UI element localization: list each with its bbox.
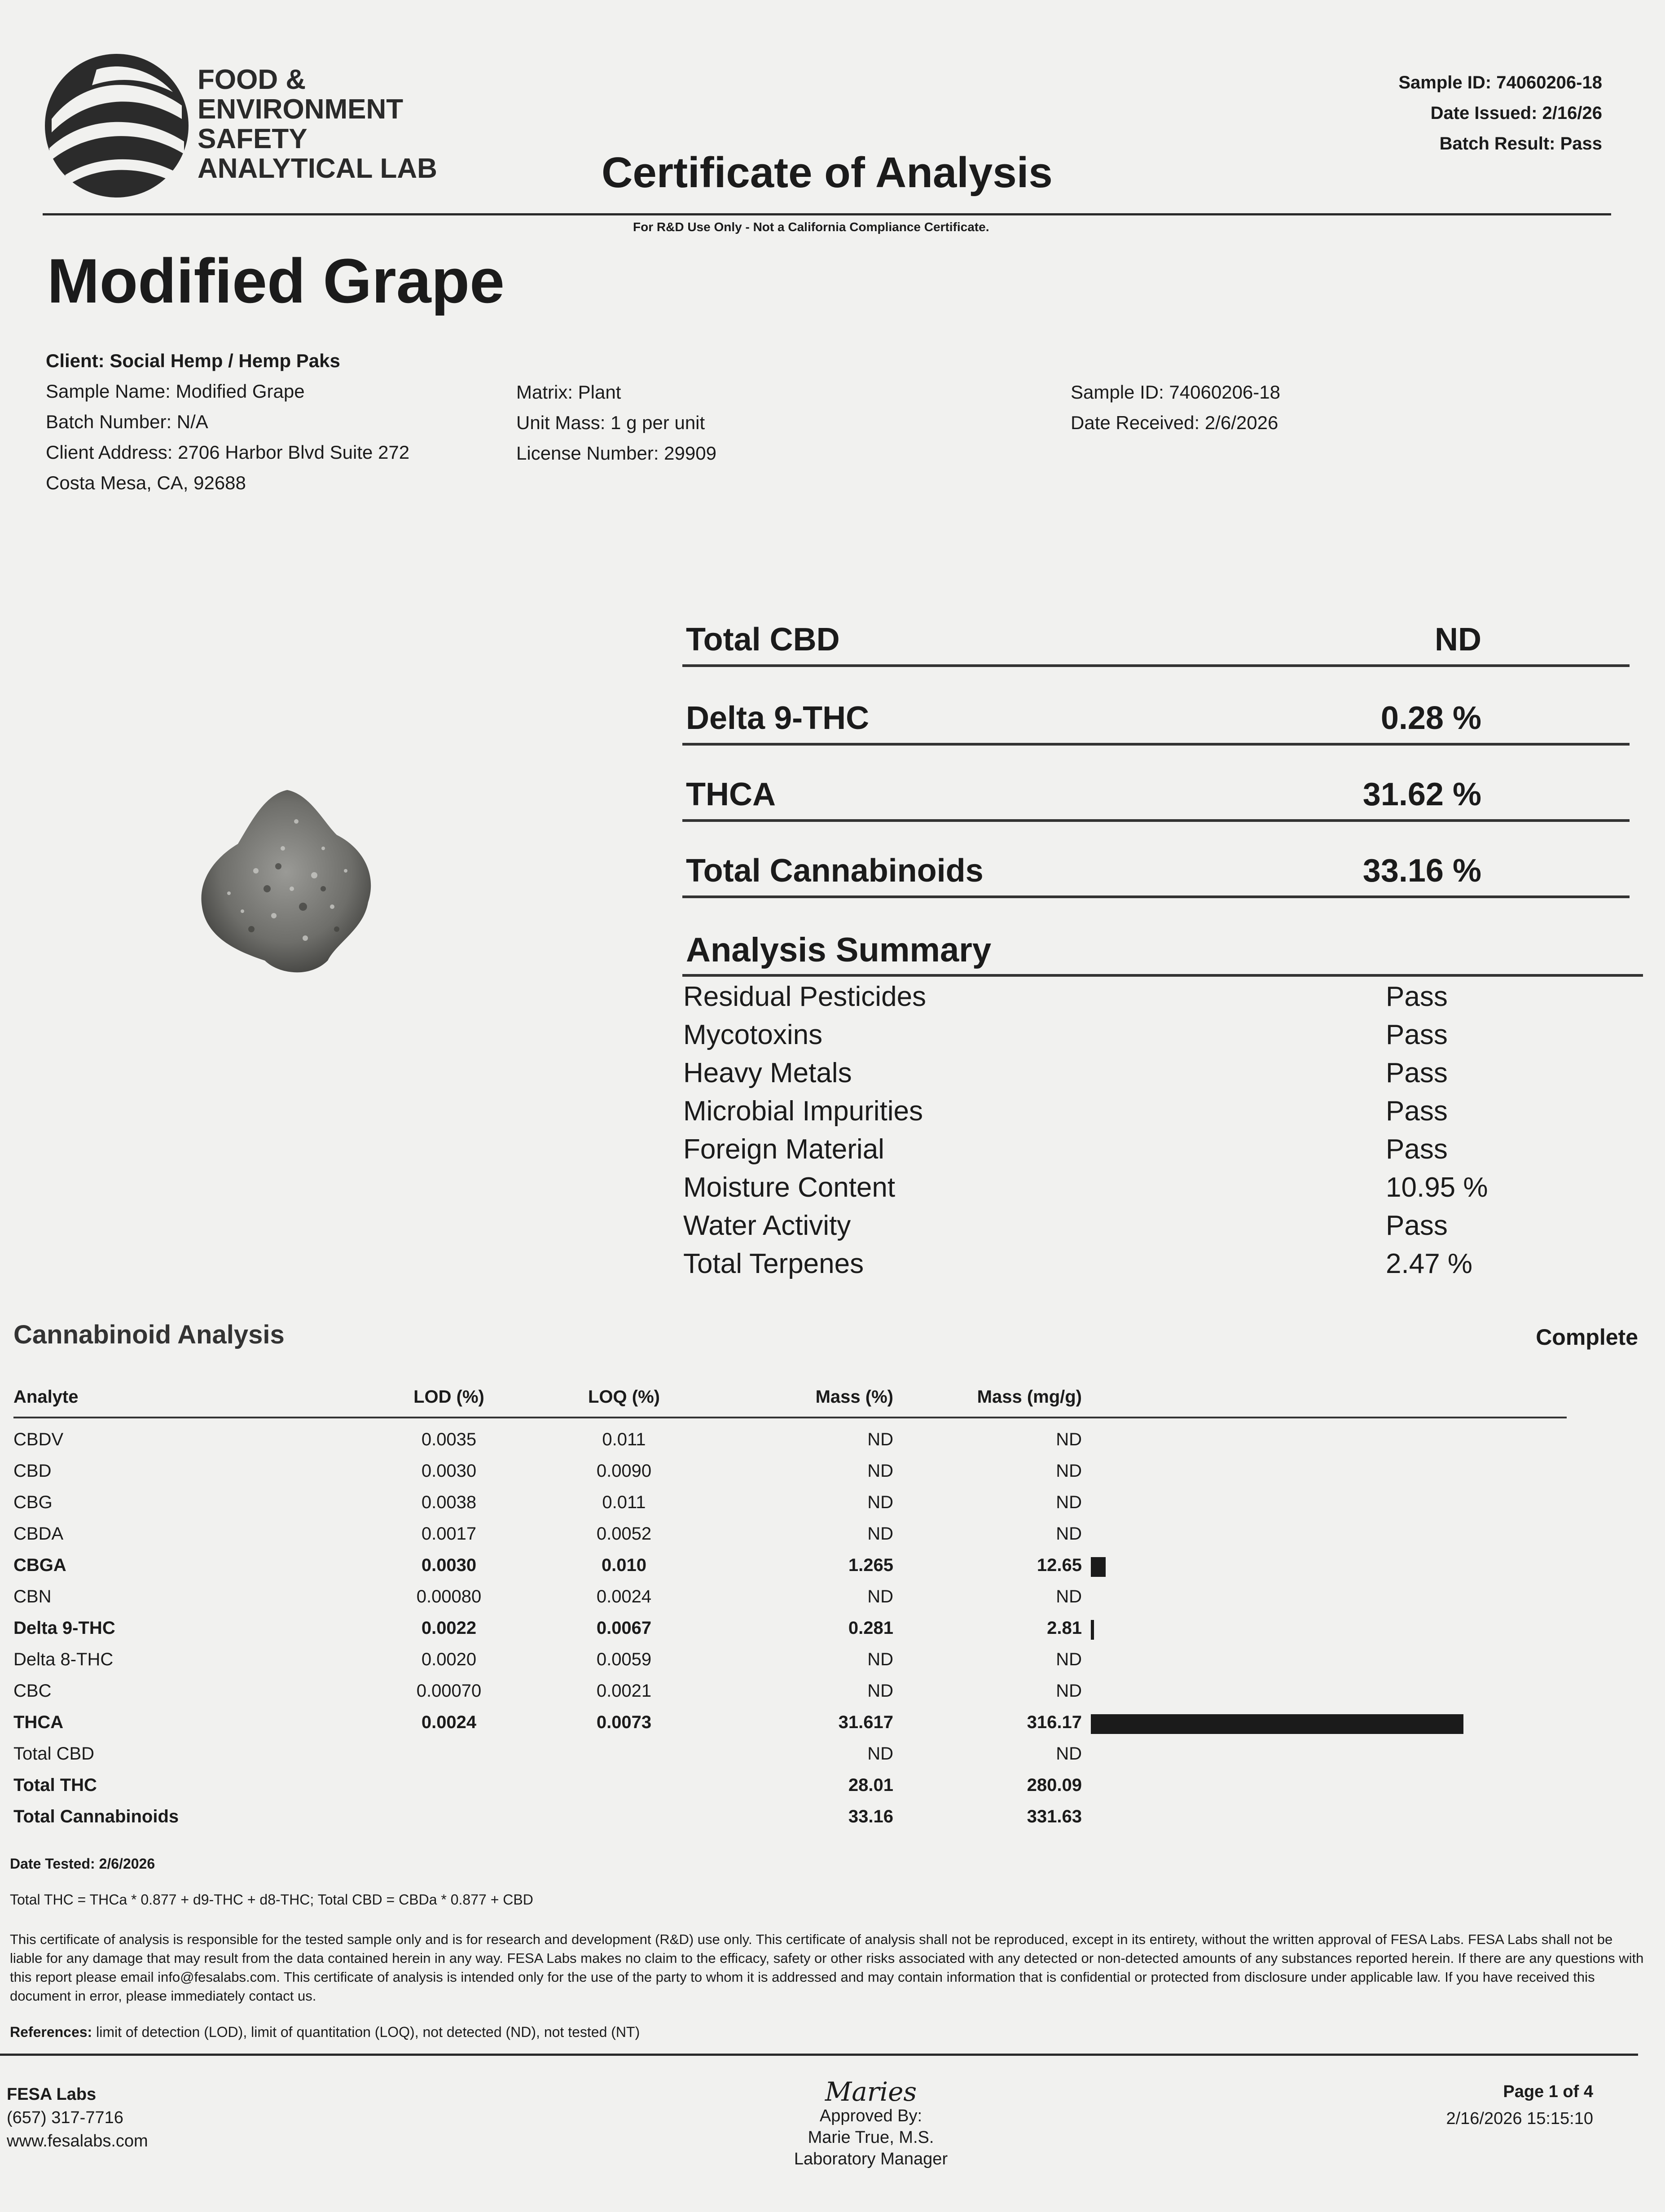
mass-mg-cell: 12.65 bbox=[1037, 1555, 1082, 1575]
summary-row bbox=[683, 981, 1630, 1018]
date-tested: Date Tested: 2/6/2026 bbox=[10, 1856, 155, 1872]
potency-label: Total CBD bbox=[686, 622, 840, 658]
summary-value: Pass bbox=[1386, 1210, 1448, 1241]
footer-website: www.fesalabs.com bbox=[7, 2132, 148, 2151]
sample-details bbox=[516, 377, 716, 469]
analyte-cell: Total Cannabinoids bbox=[13, 1807, 179, 1826]
table-row bbox=[13, 1712, 1567, 1744]
summary-row bbox=[683, 1019, 1630, 1057]
mass-mg-cell: ND bbox=[1056, 1650, 1082, 1669]
header-divider bbox=[43, 213, 1611, 215]
mass-mg-cell: ND bbox=[1056, 1744, 1082, 1764]
summary-row bbox=[683, 1095, 1630, 1133]
analysis-summary-header bbox=[682, 929, 1643, 977]
analyte-cell: Total THC bbox=[13, 1775, 97, 1795]
mass-pct-cell: ND bbox=[867, 1587, 893, 1606]
mass-bar bbox=[1091, 1557, 1106, 1577]
mass-pct-cell: ND bbox=[867, 1524, 893, 1544]
lab-name-line: FOOD & bbox=[198, 64, 306, 95]
lab-logo-icon bbox=[43, 52, 191, 200]
footer-company: FESA Labs bbox=[7, 2085, 97, 2104]
sample-name: Sample Name: Modified Grape bbox=[46, 381, 305, 402]
summary-row bbox=[683, 1248, 1630, 1286]
summary-row bbox=[683, 1057, 1630, 1095]
loq-cell: 0.0052 bbox=[596, 1524, 652, 1544]
client-info bbox=[46, 346, 409, 498]
sample-id: Sample ID: 74060206-18 bbox=[1071, 382, 1280, 403]
table-row bbox=[13, 1587, 1567, 1618]
mass-pct-cell: ND bbox=[867, 1650, 893, 1669]
summary-value: Pass bbox=[1386, 1096, 1448, 1127]
approver-name: Marie True, M.S. bbox=[808, 2128, 934, 2147]
approved-by-label: Approved By: bbox=[819, 2107, 923, 2125]
table-row bbox=[13, 1492, 1567, 1524]
mass-mg-cell: 2.81 bbox=[1047, 1618, 1082, 1638]
header-meta bbox=[1398, 67, 1602, 159]
mass-bar bbox=[1091, 1620, 1094, 1640]
lab-name-line: SAFETY bbox=[198, 123, 308, 154]
document-title: Certificate of Analysis bbox=[602, 149, 1053, 197]
loq-cell: 0.0090 bbox=[596, 1461, 652, 1481]
disclaimer: This certificate of analysis is responsible for the tested sample only and is for research and development (R&D) use only. This certificate of analysis shall not be reproduced, except in its entirety, without the written approval of FESA Labs. FESA Labs shall not be liable for any damage that may result from the data contained herein in any way. FESA Labs makes no claim to the efficacy, safety or other risks associated with any detected or non-detected amounts of any substances reported herein. If there are any questions with this report please email info@fesalabs.com. This certificate of analysis is intended only for the use of the party to whom it is addressed and may contain information that is confidential or protected from disclosure under applicable law. If you have received this document in error, please immediately contact us. bbox=[10, 1931, 1644, 2004]
table-row bbox=[13, 1681, 1567, 1712]
mass-mg-cell: ND bbox=[1056, 1430, 1082, 1449]
summary-row bbox=[683, 1133, 1630, 1171]
lod-cell: 0.0035 bbox=[421, 1430, 477, 1449]
loq-cell: 0.0067 bbox=[596, 1618, 652, 1638]
table-row bbox=[13, 1618, 1567, 1650]
mass-pct-cell: ND bbox=[867, 1492, 893, 1512]
mass-pct-cell: ND bbox=[867, 1744, 893, 1764]
mass-pct-cell: ND bbox=[867, 1681, 893, 1701]
mass-mg-cell: ND bbox=[1056, 1461, 1082, 1481]
potency-row-total-cbd bbox=[682, 604, 1630, 667]
summary-value: 10.95 % bbox=[1386, 1172, 1488, 1203]
summary-value: Pass bbox=[1386, 1058, 1448, 1088]
footer-page-info bbox=[1446, 2078, 1593, 2132]
matrix: Matrix: Plant bbox=[516, 382, 621, 403]
lab-name-line: ANALYTICAL LAB bbox=[198, 153, 437, 184]
summary-label: Moisture Content bbox=[683, 1172, 896, 1203]
product-photo bbox=[189, 781, 395, 988]
mass-mg-cell: ND bbox=[1056, 1492, 1082, 1512]
lod-cell: 0.0038 bbox=[421, 1492, 477, 1512]
summary-label: Mycotoxins bbox=[683, 1019, 823, 1050]
client-address: Client Address: 2706 Harbor Blvd Suite 272 bbox=[46, 442, 410, 463]
analyte-cell: Delta 8-THC bbox=[13, 1650, 114, 1669]
references-text: limit of detection (LOD), limit of quantitation (LOQ), not detected (ND), not tested (NT) bbox=[96, 2024, 640, 2040]
page-number: Page 1 of 4 bbox=[1503, 2082, 1593, 2101]
summary-label: Heavy Metals bbox=[683, 1058, 852, 1088]
col-header-analyte: Analyte bbox=[13, 1387, 79, 1407]
mass-mg-cell: 280.09 bbox=[1027, 1775, 1082, 1795]
col-header-mass-mg: Mass (mg/g) bbox=[977, 1387, 1082, 1407]
mass-pct-cell: ND bbox=[867, 1461, 893, 1481]
loq-cell: 0.0059 bbox=[596, 1650, 652, 1669]
approver-title: Laboratory Manager bbox=[794, 2150, 948, 2168]
loq-cell: 0.011 bbox=[602, 1492, 646, 1512]
potency-label: Delta 9-THC bbox=[686, 700, 870, 736]
summary-row bbox=[683, 1172, 1630, 1209]
summary-value: 2.47 % bbox=[1386, 1248, 1473, 1279]
mass-pct-cell: 28.01 bbox=[848, 1775, 893, 1795]
mass-mg-cell: 331.63 bbox=[1027, 1807, 1082, 1826]
col-header-loq: LOQ (%) bbox=[588, 1387, 660, 1407]
footer-contact bbox=[7, 2083, 148, 2153]
table-row bbox=[13, 1650, 1567, 1681]
cannabinoid-analysis-title: Cannabinoid Analysis bbox=[13, 1320, 285, 1349]
col-header-lod: LOD (%) bbox=[413, 1387, 484, 1407]
analyte-cell: CBN bbox=[13, 1587, 52, 1606]
summary-value: Pass bbox=[1386, 981, 1448, 1012]
lod-cell: 0.0020 bbox=[421, 1650, 477, 1669]
unit-mass: Unit Mass: 1 g per unit bbox=[516, 412, 705, 433]
client-city: Costa Mesa, CA, 92688 bbox=[46, 472, 246, 493]
footer-approval bbox=[763, 2078, 979, 2170]
loq-cell: 0.0073 bbox=[596, 1712, 652, 1732]
table-row bbox=[13, 1524, 1567, 1555]
mass-mg-cell: ND bbox=[1056, 1681, 1082, 1701]
analyte-cell: CBD bbox=[13, 1461, 52, 1481]
mass-pct-cell: 1.265 bbox=[848, 1555, 893, 1575]
summary-label: Total Terpenes bbox=[683, 1248, 864, 1279]
summary-value: Pass bbox=[1386, 1019, 1448, 1050]
table-row bbox=[13, 1807, 1567, 1838]
loq-cell: 0.0024 bbox=[596, 1587, 652, 1606]
potency-value: 0.28 % bbox=[1380, 700, 1481, 736]
client-name: Client: Social Hemp / Hemp Paks bbox=[46, 350, 340, 371]
lod-cell: 0.0030 bbox=[421, 1461, 477, 1481]
analyte-cell: Total CBD bbox=[13, 1744, 95, 1764]
summary-label: Water Activity bbox=[683, 1210, 851, 1241]
potency-row-total-cannabinoids bbox=[682, 835, 1630, 898]
product-name: Modified Grape bbox=[47, 246, 505, 316]
header-date-issued: Date Issued: 2/16/26 bbox=[1430, 103, 1602, 123]
summary-label: Foreign Material bbox=[683, 1134, 884, 1165]
cannabinoid-analysis-status: Complete bbox=[1536, 1325, 1638, 1350]
lod-cell: 0.0024 bbox=[421, 1712, 477, 1732]
date-received: Date Received: 2/6/2026 bbox=[1071, 412, 1278, 433]
mass-pct-cell: 33.16 bbox=[848, 1807, 893, 1826]
batch-number: Batch Number: N/A bbox=[46, 411, 208, 432]
header-sample-id: Sample ID: 74060206-18 bbox=[1398, 73, 1602, 92]
sample-ids bbox=[1071, 377, 1280, 438]
loq-cell: 0.011 bbox=[602, 1430, 646, 1449]
mass-mg-cell: 316.17 bbox=[1027, 1712, 1082, 1732]
summary-row bbox=[683, 1210, 1630, 1247]
license-number: License Number: 29909 bbox=[516, 443, 716, 464]
lod-cell: 0.0030 bbox=[421, 1555, 477, 1575]
analyte-cell: CBG bbox=[13, 1492, 53, 1512]
table-row bbox=[13, 1461, 1567, 1492]
summary-label: Microbial Impurities bbox=[683, 1096, 923, 1127]
references-label: References: bbox=[10, 2024, 92, 2040]
analyte-cell: CBGA bbox=[13, 1555, 66, 1575]
analyte-cell: CBDV bbox=[13, 1430, 64, 1449]
references bbox=[10, 2022, 640, 2042]
signature: Maries bbox=[825, 2076, 917, 2107]
lab-name-line: ENVIRONMENT bbox=[198, 94, 404, 125]
report-timestamp: 2/16/2026 15:15:10 bbox=[1446, 2109, 1593, 2128]
table-row bbox=[13, 1430, 1567, 1461]
table-row bbox=[13, 1775, 1567, 1807]
analyte-cell: THCA bbox=[13, 1712, 64, 1732]
analyte-cell: CBC bbox=[13, 1681, 52, 1701]
summary-label: Residual Pesticides bbox=[683, 981, 927, 1012]
mass-pct-cell: 0.281 bbox=[848, 1618, 893, 1638]
analyte-cell: CBDA bbox=[13, 1524, 64, 1544]
total-formula: Total THC = THCa * 0.877 + d9-THC + d8-THC; Total CBD = CBDa * 0.877 + CBD bbox=[10, 1892, 533, 1908]
potency-label: THCA bbox=[686, 777, 776, 812]
analysis-summary-title: Analysis Summary bbox=[686, 931, 992, 969]
mass-pct-cell: ND bbox=[867, 1430, 893, 1449]
mass-mg-cell: ND bbox=[1056, 1524, 1082, 1544]
potency-value: ND bbox=[1435, 622, 1481, 658]
lod-cell: 0.00070 bbox=[416, 1681, 482, 1701]
lod-cell: 0.0017 bbox=[421, 1524, 477, 1544]
mass-bar bbox=[1091, 1714, 1463, 1734]
lod-cell: 0.00080 bbox=[416, 1587, 482, 1606]
lab-name bbox=[198, 65, 437, 184]
loq-cell: 0.010 bbox=[601, 1555, 647, 1575]
mass-mg-cell: ND bbox=[1056, 1587, 1082, 1606]
footer-phone: (657) 317-7716 bbox=[7, 2108, 123, 2127]
footer-divider bbox=[0, 2054, 1638, 2056]
table-row bbox=[13, 1744, 1567, 1775]
mass-pct-cell: 31.617 bbox=[838, 1712, 893, 1732]
potency-row-delta9-thc bbox=[682, 682, 1630, 746]
analyte-cell: Delta 9-THC bbox=[13, 1618, 115, 1638]
summary-value: Pass bbox=[1386, 1134, 1448, 1165]
header-batch-result: Batch Result: Pass bbox=[1439, 134, 1602, 154]
potency-row-thca bbox=[682, 759, 1630, 822]
col-header-mass-pct: Mass (%) bbox=[815, 1387, 893, 1407]
compliance-note: For R&D Use Only - Not a California Compliance Certificate. bbox=[633, 220, 989, 234]
loq-cell: 0.0021 bbox=[596, 1681, 652, 1701]
potency-label: Total Cannabinoids bbox=[686, 853, 984, 889]
potency-value: 31.62 % bbox=[1362, 777, 1481, 812]
table-row bbox=[13, 1555, 1567, 1587]
potency-value: 33.16 % bbox=[1362, 853, 1481, 889]
table-header-divider bbox=[13, 1417, 1567, 1418]
lod-cell: 0.0022 bbox=[421, 1618, 477, 1638]
